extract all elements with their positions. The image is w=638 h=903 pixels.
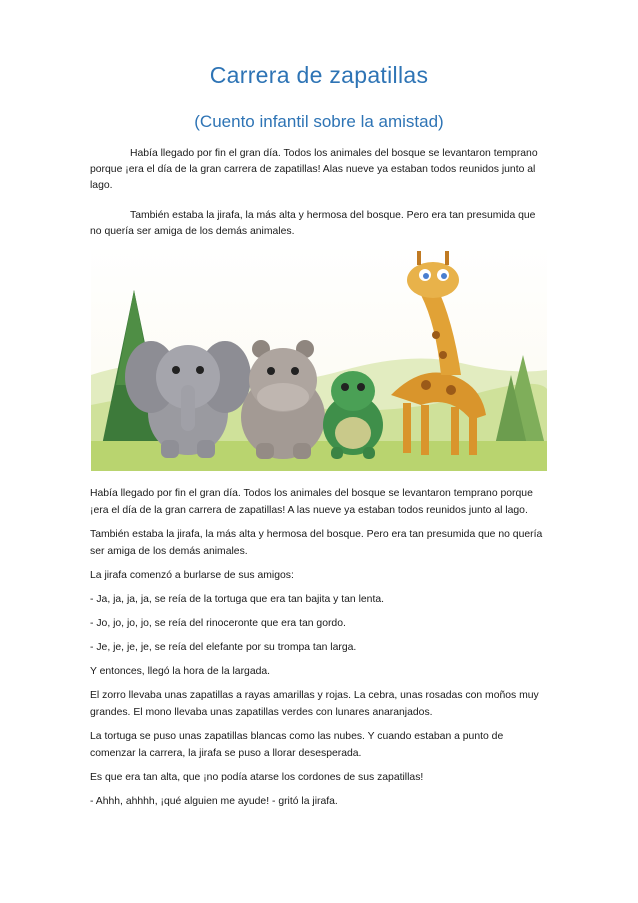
animals-illustration bbox=[91, 245, 547, 471]
story-paragraph: El zorro llevaba unas zapatillas a rayas amarillas y rojas. La cebra, unas rosadas con moños muy grandes. El mono llevaba unas zapatillas verdes con lunares anaranjados. bbox=[90, 690, 539, 718]
page-title: Carrera de zapatillas bbox=[209, 62, 429, 88]
page-subtitle: (Cuento infantil sobre la amistad) bbox=[194, 112, 444, 131]
intro-paragraph: Había llegado por fin el gran día. Todos los animales del bosque se levantaron temprano porque ¡era el día de la gran carrera de zapatillas! Alas nueve ya estaban todos reunidos junto al lago. bbox=[90, 148, 538, 191]
story-paragraph: La jirafa comenzó a burlarse de sus amigos: bbox=[90, 570, 294, 581]
story-paragraph: - Jo, jo, jo, jo, se reía del rinoceronte que era tan gordo. bbox=[90, 618, 346, 629]
story-paragraph: También estaba la jirafa, la más alta y hermosa del bosque. Pero era tan presumida que no quería ser amiga de los demás animales. bbox=[90, 529, 543, 557]
intro-paragraph: También estaba la jirafa, la más alta y hermosa del bosque. Pero era tan presumida que no quería ser amiga de los demás animales. bbox=[90, 210, 536, 237]
story-paragraph: La tortuga se puso unas zapatillas blancas como las nubes. Y cuando estaban a punto de comenzar la carrera, la jirafa se puso a llorar desesperada. bbox=[90, 731, 504, 759]
story-paragraph: Había llegado por fin el gran día. Todos los animales del bosque se levantaron temprano porque ¡era el día de la gran carrera de zapatillas! A las nueve ya estaban todos reunidos junto al lago. bbox=[90, 488, 533, 516]
story-paragraph: Y entonces, llegó la hora de la largada. bbox=[90, 666, 271, 677]
story-paragraph: - Je, je, je, je, se reía del elefante por su trompa tan larga. bbox=[90, 642, 357, 653]
story-paragraph: - Ahhh, ahhhh, ¡qué alguien me ayude! - gritó la jirafa. bbox=[90, 796, 338, 807]
story-paragraph: - Ja, ja, ja, ja, se reía de la tortuga que era tan bajita y tan lenta. bbox=[90, 594, 385, 605]
story-paragraph: Es que era tan alta, que ¡no podía atarse los cordones de sus zapatillas! bbox=[90, 772, 424, 783]
story-body bbox=[90, 485, 550, 817]
